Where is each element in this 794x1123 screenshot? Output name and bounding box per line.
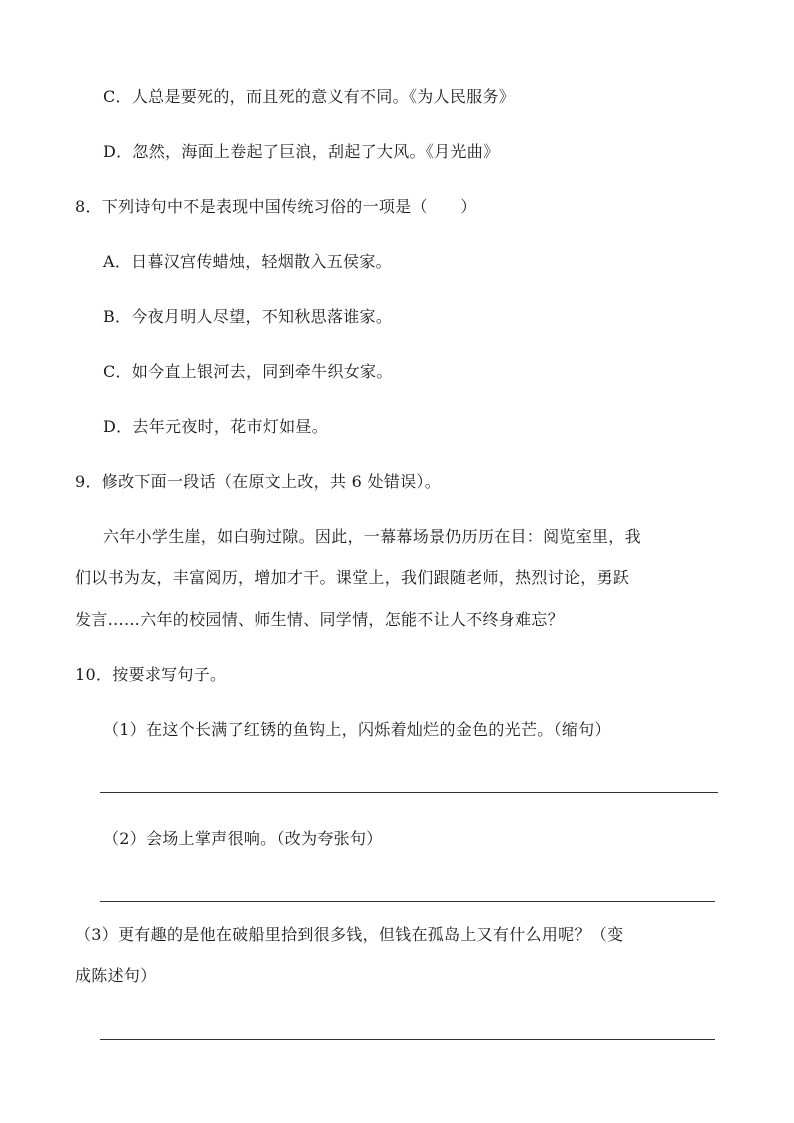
q10-sub2-answer-line[interactable] [100, 901, 715, 902]
q8-option-d: D．去年元夜时，花市灯如昼。 [103, 417, 329, 436]
q10-sub3-line-2: 成陈述句） [75, 966, 157, 985]
q10-sub1: （1）在这个长满了红锈的鱼钩上，闪烁着灿烂的金色的光芒。（缩句） [103, 720, 611, 739]
q10-sub2: （2）会场上掌声很响。（改为夸张句） [103, 829, 383, 848]
q8-option-c: C．如今直上银河去，同到牵牛织女家。 [103, 362, 393, 381]
q9-passage-line-2: 们以书为友，丰富阅历，增加才干。课堂上，我们跟随老师，热烈讨论，勇跃 [75, 568, 630, 587]
q8-option-b: B．今夜月明人尽望，不知秋思落谁家。 [103, 307, 393, 326]
q10-sub3-answer-line[interactable] [100, 1039, 715, 1040]
q10-sub3-line-1: （3）更有趣的是他在破船里拾到很多钱，但钱在孤岛上又有什么用呢？（变 [75, 925, 624, 944]
q7-option-d: D．忽然，海面上卷起了巨浪，刮起了大风。《月光曲》 [103, 142, 500, 161]
q9-passage-line-1: 六年小学生崖，如白驹过隙。因此，一幕幕场景仍历历在目：阅览室里，我 [103, 527, 641, 546]
q8-option-a: A．日暮汉宫传蜡烛，轻烟散入五侯家。 [103, 252, 392, 271]
q10-sub1-answer-line[interactable] [100, 792, 718, 793]
q9-stem: 9．修改下面一段话（在原文上改，共 6 处错误）。 [75, 472, 442, 491]
q8-stem: 8．下列诗句中不是表现中国传统习俗的一项是（ ） [75, 197, 477, 216]
q7-option-c: C．人总是要死的，而且死的意义有不同。《为人民服务》 [103, 87, 516, 106]
q9-passage-line-3: 发言……六年的校园情、师生情、同学情，怎能不让人不终身难忘？ [75, 610, 565, 629]
q10-stem: 10．按要求写句子。 [75, 665, 227, 684]
